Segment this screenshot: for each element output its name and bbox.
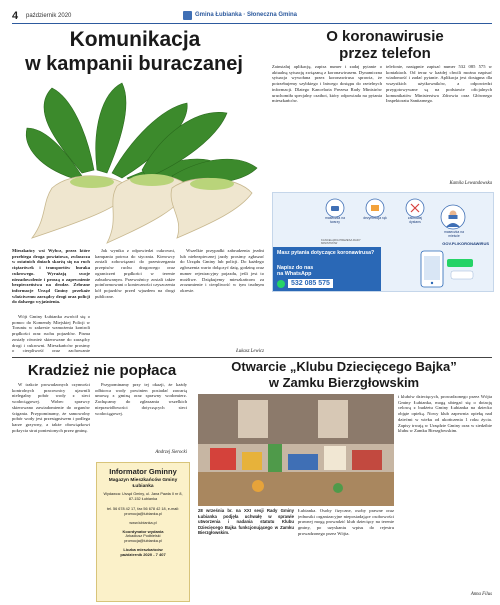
header-date: październik 2020 (26, 13, 72, 19)
poster-call-line1: Napisz do nas (277, 265, 314, 271)
club-article-caption: 28 września br. na XXI sesji Rady Gminy Łubianka podjęła uchwałę w sprawie utworzenia i nadania statutu Klubu Dziecięcego Bajka funkcjonującego w Zamku Bierzgłowskim. (198, 508, 294, 536)
club-article-signature: Anna Filus (470, 592, 492, 597)
corona-article-title-line1: O koronawirusie (326, 28, 444, 45)
poster-source: KANCELARIA PREZESA RADY MINISTRÓW (321, 238, 361, 246)
beet-article-col2-text: Jak wynika z odpowiedzi cukrowni, kampania potrwa do stycznia. Kierowcy zostali zobowiązani do przestrzegania przepisów ruchu drogowego oraz ograniczeń prędkości w terenie zabudowanym. Przewoźnicy zostali także poinformowani o konieczności czyszczenia kół pojazdów przed wjazdem na drogi publiczne. (95, 248, 175, 299)
beet-article-body-text: Wójt Gminy Łubianka zwrócił się o pomoc do Komendy Miejskiej Policji w Toruniu w zakresie wzmożenia kontroli prędkości oraz ruchu pojazdów. Pisma zostały również skierowane do zarządcy drogi i cukrowni. Mieszkańców prosimy o cierpliwość oraz zachowanie (12, 314, 90, 354)
beet-article-column-3 (180, 248, 264, 348)
club-article-col3-text: i klubów dziecięcych, prowadzonego przez Wójta Gminy Łubianka, mogą ubiegać się o dotację celową z budżetu Gminy Łubianka na dziecko objęte opieką. Nowy klub zapewnia opiekę nad dziećmi w wieku od ukończenia 1 roku życia. Zapisy trwają w Urzędzie Gminy oraz w siedzibie klubu w Zamku Bierzgłowskim. (398, 394, 492, 434)
beet-article-signature: Łukasz Lewicz (236, 349, 264, 354)
theft-article-column-2 (95, 382, 187, 448)
informator-box (96, 462, 190, 602)
informator-title: Informator Gminny (109, 467, 177, 476)
poster-phone-illustration (391, 249, 491, 289)
poster-question: Masz pytania dotyczące koronawirusa? (277, 250, 375, 256)
informator-site-link[interactable]: www.lubianka.pl (129, 521, 157, 525)
header-publication: Gmina Łubianka · Słoneczna Gmina (195, 12, 298, 18)
beet-article-title-line2: w kampanii buraczanej (25, 53, 243, 75)
informator-editor-role: Koordynator wydania (122, 529, 164, 534)
beet-article-body (12, 314, 90, 354)
poster-site: GOV.PL/KORONAWIRUS (442, 241, 489, 246)
poster-phone: 532 085 575 (288, 279, 333, 288)
informator-circulation-value: październik 2020 - 7 407 (120, 552, 166, 557)
sugar-beet-photo (12, 78, 266, 244)
poster-call-line2: na WhatsApp (277, 271, 312, 277)
informator-editor-email: promocja@lubianka.pl (124, 539, 162, 543)
club-article-column-2 (298, 508, 394, 600)
beet-article-title-line1: Komunikacja (69, 28, 201, 51)
beet-article-col3-text: Wszelkie przypadki zabrudzenia jezdni lub niebezpiecznej jazdy prosimy zgłaszać do Urzędu Gminy lub policji. Do każdego zgłoszenia warto dołączyć datę, godzinę oraz numer rejestracyjny pojazdu, jeśli jest to możliwe. Dziękujemy mieszkańcom za zrozumienie i cierpliwość w tym trudnym okresie. (180, 248, 264, 293)
page-number: 4 (12, 10, 19, 22)
corona-article-signature: Kamila Lewandowska (449, 181, 492, 186)
poster-tip-1: maseczka na twarzy (325, 216, 345, 224)
beet-article-column-2 (95, 248, 175, 354)
corona-article-column-1 (272, 64, 382, 186)
poster-tip-3: zachowaj dystans (407, 216, 423, 224)
club-playroom-photo (198, 394, 394, 506)
informator-address: Wydawca: Urząd Gminy, ul. Jana Pawła II nr 8, 87-152 Łubianka (103, 492, 183, 501)
club-article-column-3 (398, 394, 492, 590)
header-logo-icon (183, 11, 192, 20)
informator-publisher: Magazyn Mieszkańców Gminy Łubianka (108, 478, 178, 489)
theft-article-signature: Andrzej Sierocki (155, 450, 187, 455)
informator-editor: Arkadiusz Podbielski (125, 534, 161, 538)
corona-article-col2-text: telefonie, następnie zapisać numer 532 085 575 w kontaktach. Od teraz w każdej chwili można napisać wiadomość i zadać pytanie. Aplikacja jest dostępna dla wszystkich użytkowników, a odpowiedzi przygotowywane są na podstawie oficjalnych komunikatów Ministerstwa Zdrowia oraz Głównego Inspektoratu Sanitarnego. (386, 64, 492, 104)
corona-article-col1-text: Zainstaluj aplikację, zapisz numer i zadaj pytanie o aktualną sytuację związaną z koronawirusem. Dynamiczna sytuacja wywołana przez koronawirusa sprawia, że potrzebujemy szybkiego i łatwego dostępu do rzetelnych informacji. Dlatego Kancelaria Prezesa Rady Ministrów uruchomiła specjalny czatbot, który odpowiada na pytania mieszkańców. (272, 64, 382, 104)
corona-poster (272, 192, 494, 292)
poster-tip-2: dezynfekcja rąk (363, 216, 387, 220)
beet-article-lead: Mieszkańcy wsi Wybcz, przez które przebiega droga powiatowa, zwłaszcza w ostatnich dniach skarżą się na ruch ciężarówek i transportów buraka cukrowego. Wyrażają swoje niezadowolenie i proszą o zapewnienie bezpieczeństwa na drodze. Zebrane informacje Urząd Gminy przekaże właściwemu zarządcy drogi oraz policji do dalszego wyjaśnienia. (12, 248, 90, 305)
theft-article-column-1 (12, 382, 90, 600)
corona-article-title-line2: przez telefon (339, 45, 431, 62)
theft-article-col2-text: Przypominamy przy tej okazji, że każdy odbiorca wody powinien posiadać zawartą umowę z gminą oraz sprawny wodomierz. Zachęcamy do zgłaszania wszelkich nieprawidłowości dotyczących sieci wodociągowej. (95, 382, 187, 416)
informator-circulation-label: Liczba mieszkańców (123, 547, 163, 552)
theft-article-title: Kradzież nie popłaca (27, 362, 177, 379)
club-article-title-line1: Otwarcie „Klubu Dziecięcego Bajka” (231, 359, 457, 374)
header-rule (12, 23, 492, 24)
club-article-title-line2: w Zamku Bierzgłowskim (268, 375, 420, 390)
poster-whatsapp-panel (273, 247, 381, 291)
club-article-col2-text: Łubianka. Osoby fizyczne, osoby prawne oraz jednostki organizacyjne nieposiadające osobowości prawnej mogą prowadzić klub dziecięcy na terenie gminy, po uzyskaniu wpisu do rejestru prowadzonego przez Wójta. (298, 508, 394, 536)
poster-tip-4: maseczka na mieście (444, 230, 464, 238)
informator-contact: tel. 56 678 42 17, fax 56 678 42 18, e-mail: promocja@lubianka.pl (106, 507, 180, 516)
corona-article-column-2 (386, 64, 492, 180)
whatsapp-icon (277, 280, 285, 288)
section-divider (12, 357, 492, 358)
theft-article-col1-text: W trakcie prowadzonych czynności kontrolnych pracownicy ujawnili nielegalny pobór wody z sieci wodociągowej. Wobec sprawcy skierowano zawiadomienie do organów ścigania. Przypominamy, że samowolny pobór wody jest przestępstwem i podlega karze grzywny, a także obowiązkowi pokrycia strat poniesionych przez gminę. (12, 382, 90, 433)
